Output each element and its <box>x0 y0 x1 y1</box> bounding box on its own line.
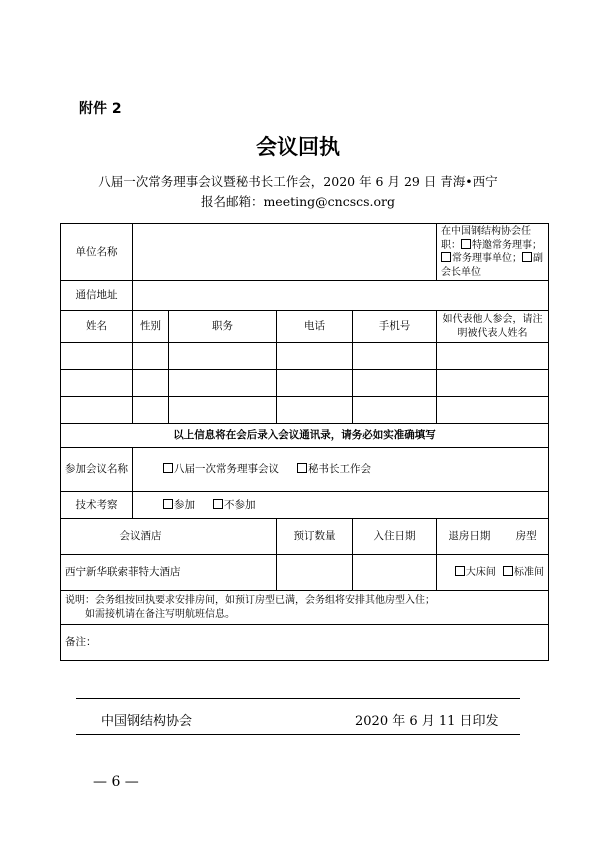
remarks-label: 备注： <box>65 636 97 649</box>
room-option-2: 标准间 <box>514 566 544 578</box>
attendee-title-field[interactable] <box>169 397 277 424</box>
unit-row <box>61 224 549 281</box>
hotel-header-type: 房型 <box>515 530 537 543</box>
header-mobile: 手机号 <box>353 311 437 343</box>
header-phone: 电话 <box>277 311 353 343</box>
hotel-header-quantity: 预订数量 <box>277 519 353 555</box>
unit-name-label: 单位名称 <box>61 224 133 281</box>
attendee-name-field[interactable] <box>61 397 133 424</box>
attendee-proxy-field[interactable] <box>437 397 549 424</box>
room-option-1: 大床间 <box>465 566 496 578</box>
footer-org: 中国钢结构协会 <box>101 714 193 729</box>
hotel-header-checkout: 退房日期 <box>448 530 491 543</box>
page-number: — 6 — <box>93 774 139 790</box>
hotel-quantity-field[interactable] <box>277 555 353 591</box>
hotel-header-hotel: 会议酒店 <box>61 519 277 555</box>
checkbox-icon[interactable] <box>297 463 307 473</box>
checkbox-icon[interactable] <box>213 499 223 509</box>
attendee-title-field[interactable] <box>169 370 277 397</box>
attend-option-2: 秘书长工作会 <box>308 463 371 476</box>
footer-top-rule <box>76 698 520 699</box>
attendee-row <box>61 343 549 370</box>
hotel-header-checkin: 入住日期 <box>353 519 437 555</box>
page-title: 会议回执 <box>256 135 340 159</box>
checkbox-icon[interactable] <box>455 566 465 576</box>
tour-row <box>61 492 549 519</box>
footer-date: 2020 年 6 月 11 日印发 <box>355 714 499 729</box>
header-title: 职务 <box>169 311 277 343</box>
footer-bottom-rule <box>76 734 520 735</box>
checkbox-icon[interactable] <box>441 252 451 262</box>
note-row <box>61 591 549 625</box>
attendee-proxy-field[interactable] <box>437 343 549 370</box>
checkbox-icon[interactable] <box>503 566 513 576</box>
notice-row <box>61 424 549 448</box>
hotel-name: 西宁新华联索菲特大酒店 <box>61 555 277 591</box>
attend-label: 参加会议名称 <box>61 448 133 492</box>
attendee-gender-field[interactable] <box>133 397 169 424</box>
header-gender: 性别 <box>133 311 169 343</box>
checkbox-icon[interactable] <box>163 499 173 509</box>
attendee-mobile-field[interactable] <box>353 370 437 397</box>
position-label: 在中国钢结构协会任职： <box>441 226 531 251</box>
remarks-field[interactable] <box>61 625 549 661</box>
attendee-name-field[interactable] <box>61 370 133 397</box>
unit-name-field[interactable] <box>133 224 437 281</box>
note-line-1: 说明：会务组按回执要求安排房间，如预订房型已满，会务组将安排其他房型入住； <box>65 595 435 606</box>
remarks-row <box>61 625 549 661</box>
checkbox-icon[interactable] <box>522 252 532 262</box>
position-option-2: 常务理事单位； <box>452 253 522 264</box>
hotel-checkin-field[interactable] <box>353 555 437 591</box>
checkbox-icon[interactable] <box>461 239 471 249</box>
attend-options <box>133 448 549 492</box>
attendee-phone-field[interactable] <box>277 343 353 370</box>
attendee-phone-field[interactable] <box>277 370 353 397</box>
header-proxy: 如代表他人参会，请注明被代表人姓名 <box>437 311 549 343</box>
attendee-header-row <box>61 311 549 343</box>
room-type-options <box>437 555 549 591</box>
tour-option-1: 参加 <box>174 498 195 511</box>
attendee-proxy-field[interactable] <box>437 370 549 397</box>
attendee-row <box>61 370 549 397</box>
position-cell <box>437 224 549 281</box>
header-name: 姓名 <box>61 311 133 343</box>
reply-form-table <box>60 223 549 661</box>
attend-option-1: 八届一次常务理事会议 <box>174 463 279 476</box>
meeting-subtitle: 八届一次常务理事会议暨秘书长工作会，2020 年 6 月 29 日 青海•西宁 <box>98 174 498 189</box>
position-option-3: 副会长单位 <box>441 253 543 278</box>
hotel-header-row <box>61 519 549 555</box>
tour-options <box>133 492 549 519</box>
hotel-row <box>61 555 549 591</box>
attendee-gender-field[interactable] <box>133 343 169 370</box>
note-cell <box>61 591 549 625</box>
notice-text: 以上信息将在会后录入会议通讯录，请务必如实准确填写 <box>61 424 549 448</box>
attendee-mobile-field[interactable] <box>353 343 437 370</box>
attendee-name-field[interactable] <box>61 343 133 370</box>
tour-option-2: 不参加 <box>224 498 256 511</box>
position-option-1: 特邀常务理事； <box>472 239 542 251</box>
tour-label: 技术考察 <box>61 492 133 519</box>
note-line-2: 如需接机请在备注写明航班信息。 <box>85 608 235 620</box>
attendee-gender-field[interactable] <box>133 370 169 397</box>
registration-email: 报名邮箱：meeting@cncscs.org <box>200 194 396 209</box>
attend-row <box>61 448 549 492</box>
attachment-label: 附件 2 <box>79 101 122 117</box>
checkbox-icon[interactable] <box>163 463 173 473</box>
attendee-title-field[interactable] <box>169 343 277 370</box>
attendee-mobile-field[interactable] <box>353 397 437 424</box>
address-row <box>61 281 549 311</box>
attendee-row <box>61 397 549 424</box>
attendee-phone-field[interactable] <box>277 397 353 424</box>
address-label: 通信地址 <box>61 281 133 311</box>
address-field[interactable] <box>133 281 549 311</box>
hotel-header-room-type <box>437 519 549 555</box>
